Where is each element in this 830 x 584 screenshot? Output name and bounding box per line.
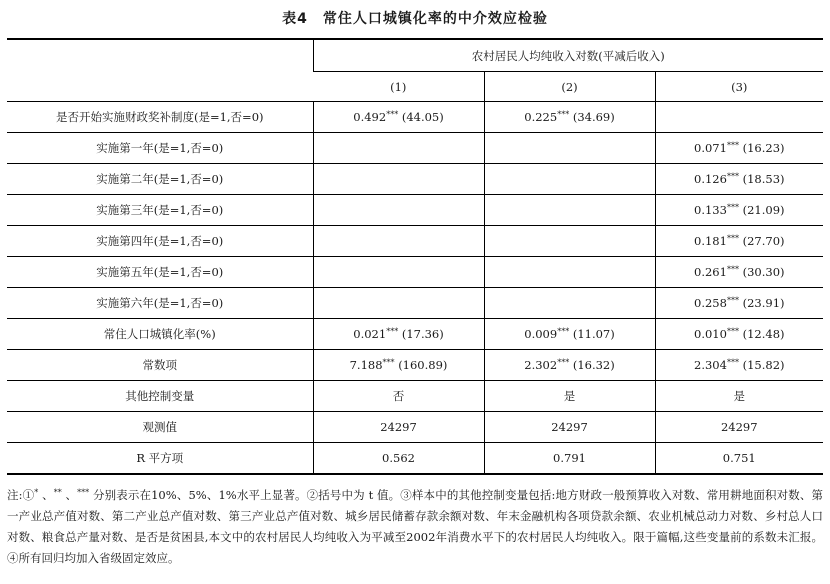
table-row <box>7 102 823 133</box>
cell-value: 0.021 <box>353 327 387 341</box>
table-row <box>7 350 823 381</box>
data-cell <box>484 164 655 195</box>
cell-value: 0.126 <box>694 172 727 186</box>
significance-stars: *** <box>726 296 739 305</box>
cell-value: 2.304 <box>694 358 727 372</box>
data-cell <box>484 288 655 319</box>
significance-stars: *** <box>726 172 739 181</box>
row-label: 是否开始实施财政奖补制度(是=1,否=0) <box>7 102 313 133</box>
t-statistic: (34.69) <box>572 110 615 124</box>
t-statistic: (160.89) <box>398 358 448 372</box>
data-cell <box>484 350 655 381</box>
data-cell <box>655 257 823 288</box>
data-cell <box>655 164 823 195</box>
row-label: R 平方项 <box>7 443 313 475</box>
data-cell <box>313 412 484 443</box>
data-cell <box>313 195 484 226</box>
significance-stars: *** <box>726 358 739 367</box>
data-cell <box>655 195 823 226</box>
cell-value: 24297 <box>551 420 588 434</box>
significance-stars: *** <box>726 141 739 150</box>
row-label: 实施第六年(是=1,否=0) <box>7 288 313 319</box>
row-label: 实施第一年(是=1,否=0) <box>7 133 313 164</box>
data-cell <box>655 226 823 257</box>
data-cell <box>484 381 655 412</box>
cell-value: 24297 <box>380 420 417 434</box>
data-cell <box>313 319 484 350</box>
data-cell <box>655 443 823 475</box>
notes-sep-1: 、 <box>38 488 54 502</box>
row-label: 其他控制变量 <box>7 381 313 412</box>
notes-star-1: * <box>34 488 39 497</box>
notes-prefix: 注:① <box>7 488 35 502</box>
cell-value: 是 <box>563 389 576 403</box>
data-cell <box>313 288 484 319</box>
header-blank-cell <box>7 39 313 102</box>
significance-stars: *** <box>557 327 570 336</box>
cell-value: 7.188 <box>349 358 383 372</box>
data-cell <box>484 195 655 226</box>
t-statistic: (44.05) <box>401 110 444 124</box>
t-statistic: (16.23) <box>742 141 785 155</box>
t-statistic: (11.07) <box>572 327 615 341</box>
cell-value: 0.181 <box>694 234 727 248</box>
t-statistic: (27.70) <box>742 234 785 248</box>
table-row <box>7 133 823 164</box>
table-row <box>7 381 823 412</box>
t-statistic: (23.91) <box>742 296 785 310</box>
row-label: 实施第二年(是=1,否=0) <box>7 164 313 195</box>
table-notes <box>7 485 823 569</box>
data-cell <box>313 164 484 195</box>
t-statistic: (18.53) <box>742 172 785 186</box>
data-cell <box>484 102 655 133</box>
data-cell <box>484 412 655 443</box>
data-cell <box>655 319 823 350</box>
group-header: 农村居民人均纯收入对数(平减后收入) <box>313 39 823 72</box>
notes-sep-2: 、 <box>61 488 78 502</box>
cell-value: 0.258 <box>694 296 727 310</box>
data-cell <box>484 319 655 350</box>
row-label: 实施第五年(是=1,否=0) <box>7 257 313 288</box>
significance-stars: *** <box>726 265 739 274</box>
data-cell <box>313 133 484 164</box>
cell-value: 0.751 <box>722 451 756 465</box>
significance-stars: *** <box>726 327 739 336</box>
data-cell <box>655 288 823 319</box>
header-row-group <box>7 39 823 72</box>
significance-stars: *** <box>382 358 395 367</box>
significance-stars: *** <box>557 110 570 119</box>
table-title: 表4 常住人口城镇化率的中介效应检验 <box>282 11 548 27</box>
cell-value: 0.791 <box>553 451 586 465</box>
column-header-3: (3) <box>655 72 823 102</box>
data-cell <box>313 257 484 288</box>
data-cell <box>313 226 484 257</box>
row-label: 常数项 <box>7 350 313 381</box>
table-row <box>7 195 823 226</box>
table-row <box>7 226 823 257</box>
table-row <box>7 412 823 443</box>
cell-value: 否 <box>392 389 405 403</box>
t-statistic: (21.09) <box>742 203 785 217</box>
table-row <box>7 288 823 319</box>
significance-stars: *** <box>726 203 739 212</box>
cell-value: 24297 <box>720 420 758 434</box>
table-row <box>7 257 823 288</box>
data-cell <box>655 412 823 443</box>
table-row <box>7 443 823 475</box>
row-label: 常住人口城镇化率(%) <box>7 319 313 350</box>
row-label: 观测值 <box>7 412 313 443</box>
t-statistic: (16.32) <box>572 358 615 372</box>
row-label: 实施第三年(是=1,否=0) <box>7 195 313 226</box>
data-cell <box>484 226 655 257</box>
cell-value: 0.071 <box>694 141 727 155</box>
significance-stars: *** <box>726 234 739 243</box>
data-cell <box>655 133 823 164</box>
cell-value: 0.225 <box>524 110 558 124</box>
cell-value: 是 <box>733 389 746 403</box>
data-cell <box>655 381 823 412</box>
t-statistic: (12.48) <box>742 327 785 341</box>
cell-value: 2.302 <box>524 358 558 372</box>
data-cell <box>313 350 484 381</box>
cell-value: 0.009 <box>524 327 558 341</box>
cell-value: 0.492 <box>353 110 387 124</box>
data-cell <box>655 350 823 381</box>
table-row <box>7 319 823 350</box>
data-cell <box>313 102 484 133</box>
data-cell <box>484 257 655 288</box>
notes-text: 分别表示在10%、5%、1%水平上显著。②括号中为 t 值。③样本中的其他控制变量包括:地方财政一般预算收入对数、常用耕地面积对数、第一产业总产值对数、第二产业总产值对数、第三产业总产值对数、城乡居民储蓄存款余额对数、年末金融机构各项贷款余额、农业机械总动力对数、乡村总人口对数、粮食总产量对数、是否是贫困县,本文中的农村居民人均纯收入为平减至2002年消费水平下的农村居民人均纯收入。限于篇幅,这些变量前的系数未汇报。④所有回归均加入省级固定效应。 <box>7 488 824 565</box>
significance-stars: *** <box>557 358 570 367</box>
results-table <box>7 38 823 475</box>
t-statistic: (15.82) <box>742 358 785 372</box>
column-header-1: (1) <box>313 72 484 102</box>
cell-value: 0.010 <box>694 327 727 341</box>
t-statistic: (30.30) <box>742 265 785 279</box>
notes-star-3: *** <box>77 488 90 497</box>
row-label: 实施第四年(是=1,否=0) <box>7 226 313 257</box>
cell-value: 0.261 <box>694 265 727 279</box>
data-cell <box>313 381 484 412</box>
significance-stars: *** <box>386 110 399 119</box>
cell-value: 0.562 <box>382 451 415 465</box>
t-statistic: (17.36) <box>401 327 444 341</box>
column-header-2: (2) <box>484 72 655 102</box>
data-cell <box>484 443 655 475</box>
table-row <box>7 164 823 195</box>
significance-stars: *** <box>386 327 399 336</box>
data-cell <box>484 133 655 164</box>
cell-value: 0.133 <box>694 203 727 217</box>
data-cell <box>655 102 823 133</box>
data-cell <box>313 443 484 475</box>
notes-star-2: ** <box>53 488 62 497</box>
